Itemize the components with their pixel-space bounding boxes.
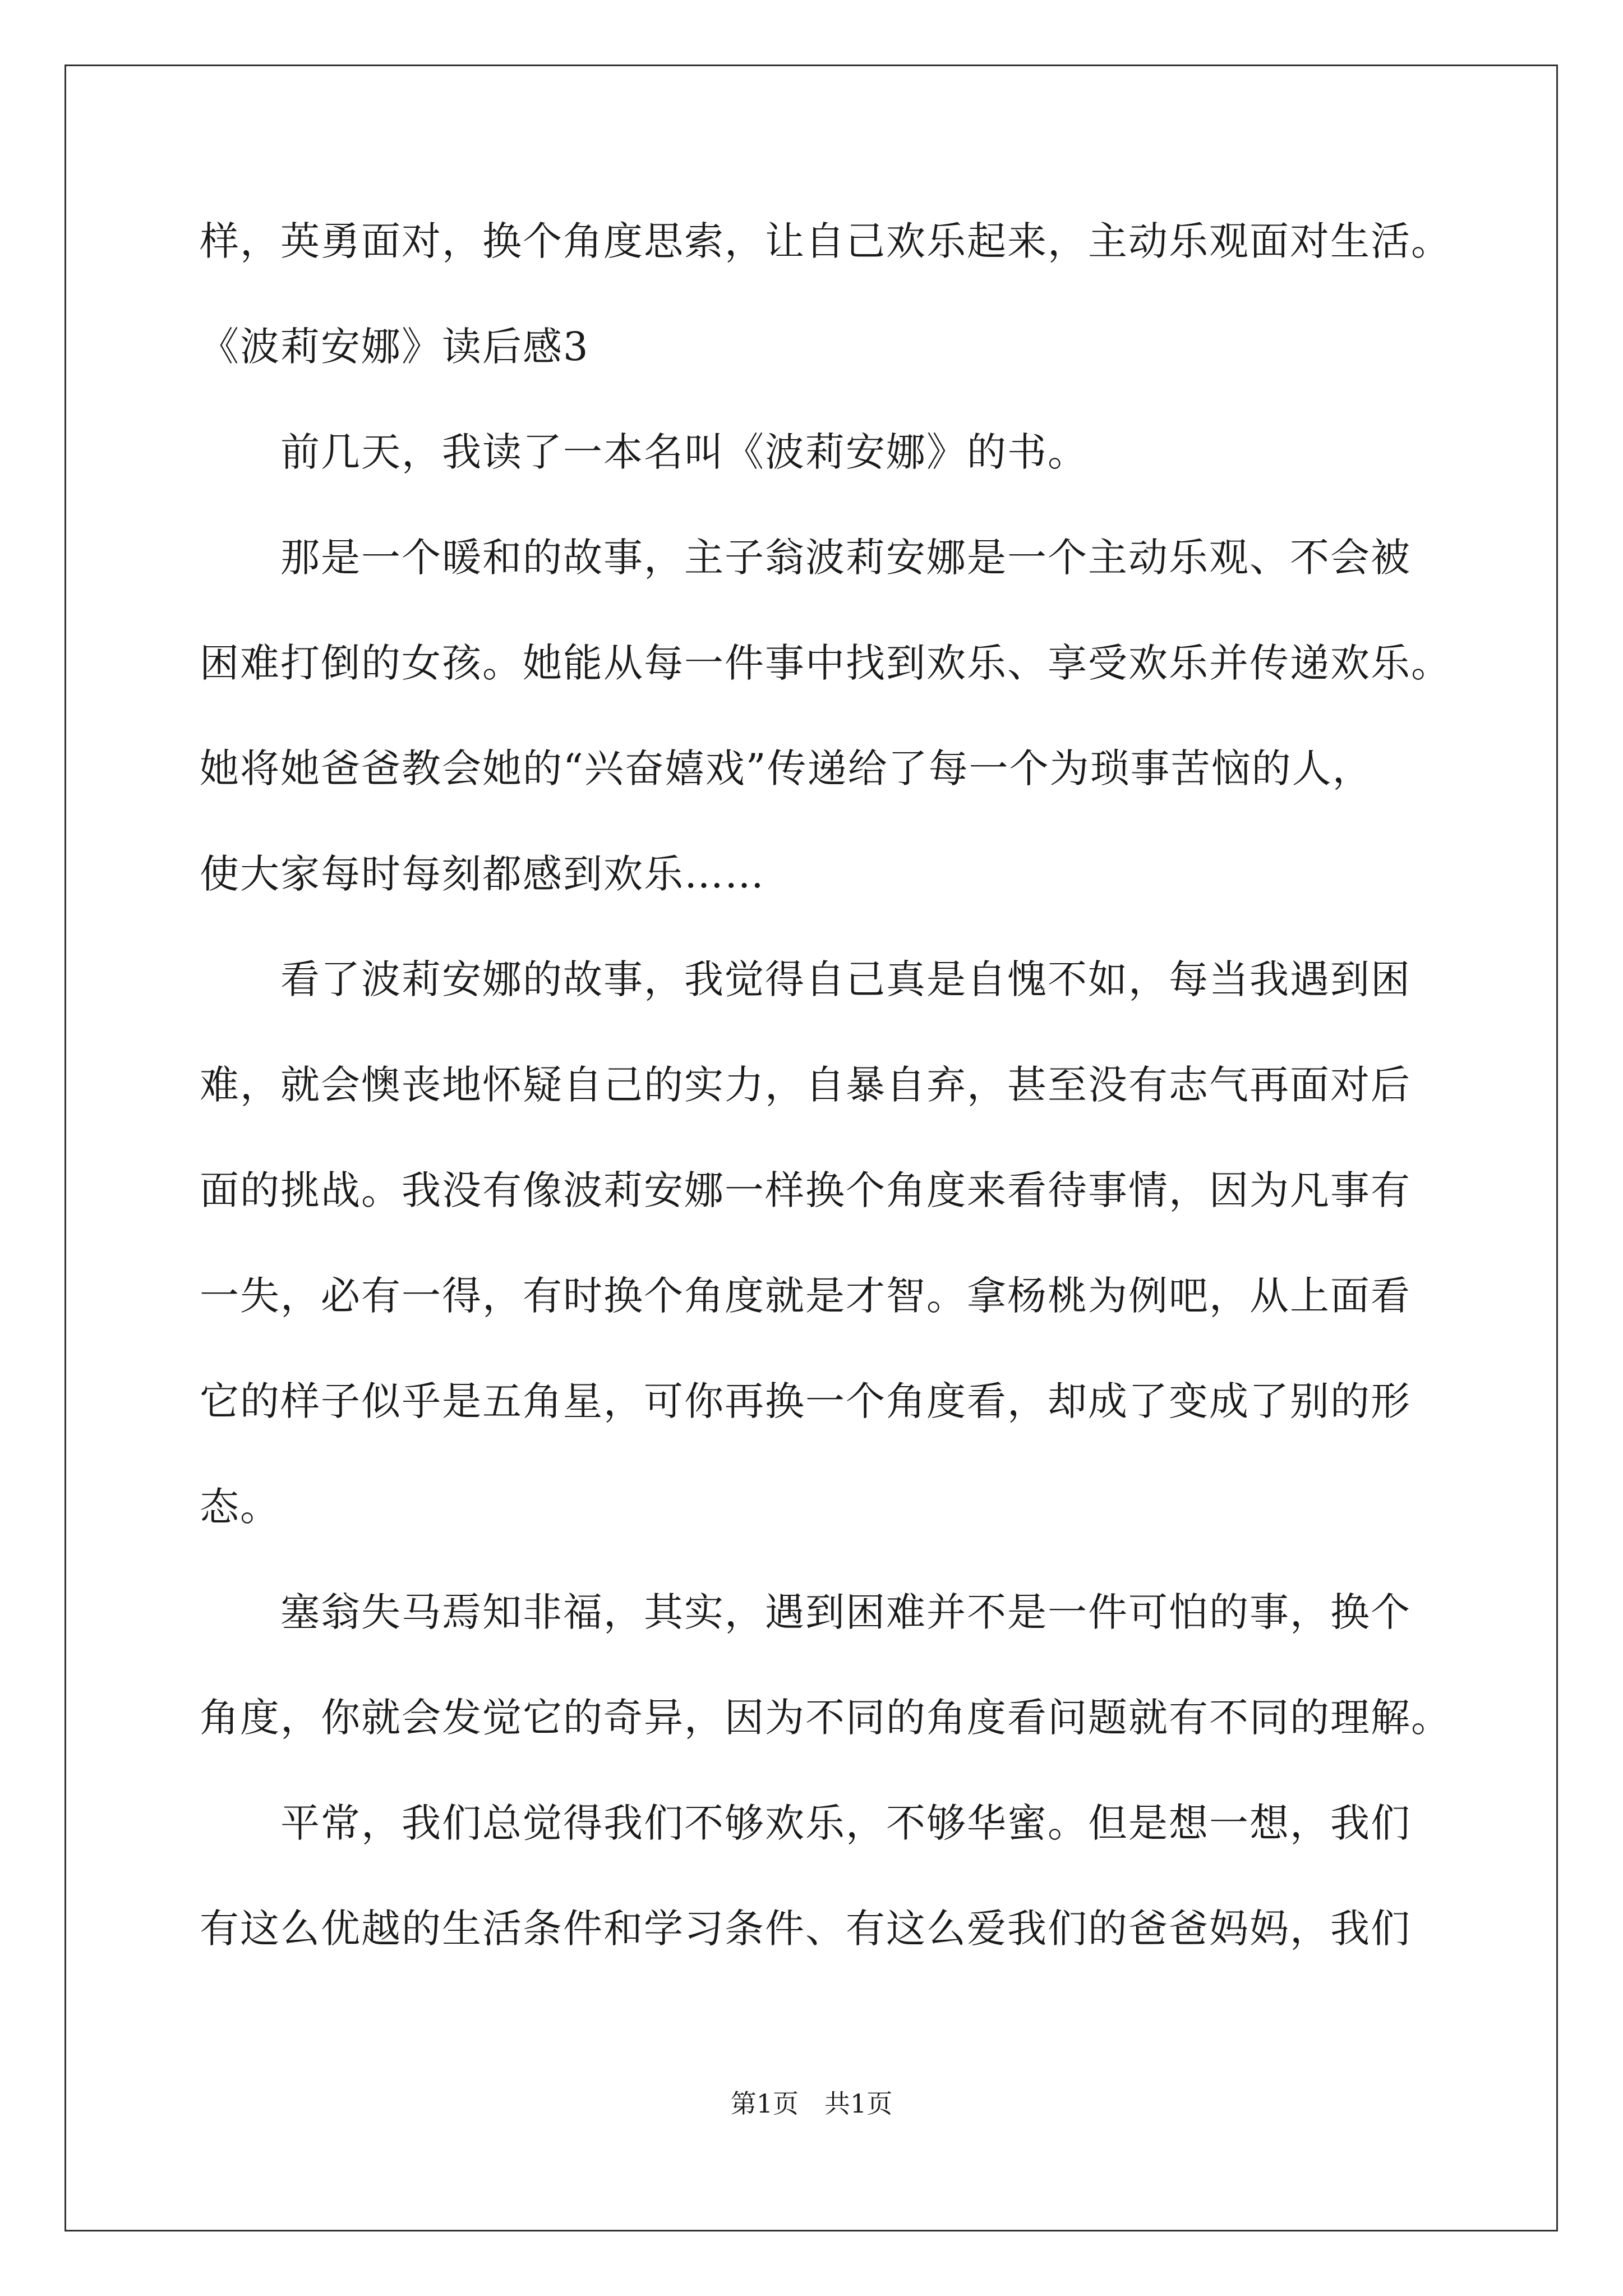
text-line: 她将她爸爸教会她的“兴奋嬉戏”传递给了每一个为琐事苦恼的人，: [200, 746, 1373, 792]
section-heading: 《波莉安娜》读后感3: [200, 324, 589, 370]
text-line: 平常，我们总觉得我们不够欢乐，不够华蜜。但是想一想，我们: [280, 1800, 1411, 1846]
text-line: 塞翁失马焉知非福，其实，遇到困难并不是一件可怕的事，换个: [280, 1589, 1411, 1635]
text-line: 前几天，我读了一本名叫《波莉安娜》的书。: [280, 429, 1088, 475]
text-line: 那是一个暖和的故事，主子翁波莉安娜是一个主动乐观、不会被: [280, 535, 1411, 581]
text-line: 有这么优越的生活条件和学习条件、有这么爱我们的爸爸妈妈，我们: [200, 1906, 1411, 1952]
text-line: 看了波莉安娜的故事，我觉得自己真是自愧不如，每当我遇到困: [280, 956, 1411, 1002]
text-line: 态。: [200, 1484, 280, 1530]
text-line: 使大家每时每刻都感到欢乐……: [200, 851, 765, 897]
page-footer: 第1页 共1页: [730, 2088, 893, 2119]
text-line: 一失，必有一得，有时换个角度就是才智。拿杨桃为例吧，从上面看: [200, 1273, 1411, 1319]
text-line: 样，英勇面对，换个角度思索，让自己欢乐起来，主动乐观面对生活。: [200, 218, 1451, 264]
text-line: 难，就会懊丧地怀疑自己的实力，自暴自弃，甚至没有志气再面对后: [200, 1062, 1411, 1108]
text-line: 角度，你就会发觉它的奇异，因为不同的角度看问题就有不同的理解。: [200, 1695, 1451, 1741]
text-line: 困难打倒的女孩。她能从每一件事中找到欢乐、享受欢乐并传递欢乐。: [200, 640, 1451, 686]
text-line: 它的样子似乎是五角星，可你再换一个角度看，却成了变成了别的形: [200, 1378, 1411, 1424]
text-line: 面的挑战。我没有像波莉安娜一样换个角度来看待事情，因为凡事有: [200, 1167, 1411, 1213]
